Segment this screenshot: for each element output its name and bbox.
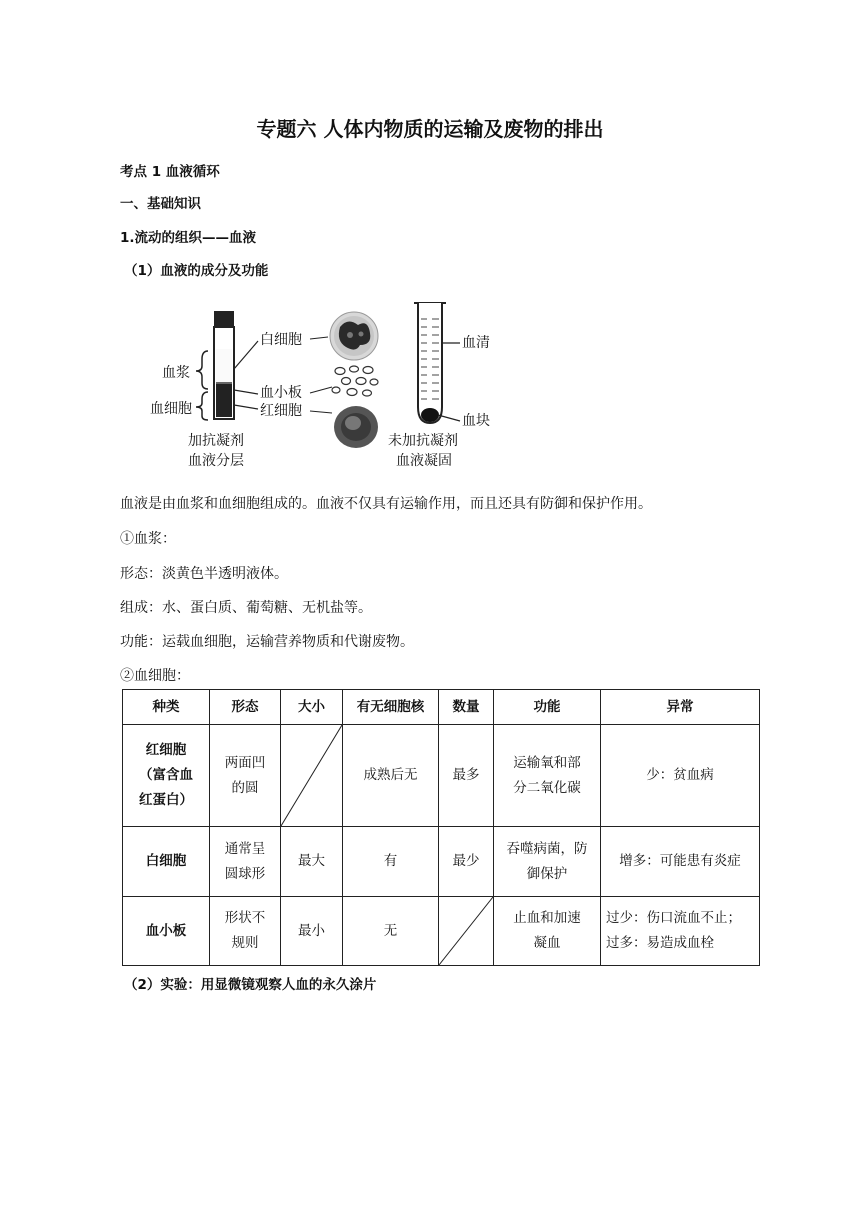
serum-label: 血清 [462,335,490,351]
platelet-count-empty [439,897,494,966]
table-row [123,725,760,827]
header-count: 数量 [439,690,494,725]
header-shape: 形态 [210,690,281,725]
wbc-type: 白细胞 [123,827,210,897]
blood-cells-table [122,689,760,966]
rbc-shape: 两面凹 的圆 [210,725,281,827]
header-type: 种类 [123,690,210,725]
plasma-heading: ①血浆： [120,531,176,547]
header-abnormal: 异常 [601,690,760,725]
wbc-count: 最少 [439,827,494,897]
rbc-type: 红细胞 （富含血 红蛋白） [123,725,210,827]
header-size: 大小 [281,690,343,725]
page-title: 专题六 人体内物质的运输及废物的排出 [256,117,604,141]
left-caption-line2: 血液分层 [188,453,244,469]
plasma-composition: 组成：水、蛋白质、葡萄糖、无机盐等。 [120,600,372,616]
platelet-label: 血小板 [260,385,302,401]
plasma-function: 功能：运载血细胞，运输营养物质和代谢废物。 [120,634,414,650]
blood-cells-label: 血细胞 [150,401,192,417]
platelet-abnormal: 过少：伤口流血不止； 过多：易造成血栓 [601,897,760,966]
rbc-nucleus: 成熟后无 [343,725,439,827]
platelets-image [332,366,378,396]
wbc-abnormal: 增多：可能患有炎症 [601,827,760,897]
blood-composition-figure [150,289,530,475]
right-caption-line1: 未加抗凝剂 [388,433,458,449]
wbc-nucleus: 有 [343,827,439,897]
platelet-shape: 形状不 规则 [210,897,281,966]
anticoagulant-test-tube [214,311,234,419]
white-blood-cell-image [330,312,378,360]
platelet-function: 止血和加速 凝血 [494,897,601,966]
wbc-shape: 通常呈 圆球形 [210,827,281,897]
right-caption-line2: 血液凝固 [396,453,452,469]
table-header-row [123,690,760,725]
platelet-nucleus: 无 [343,897,439,966]
rbc-count: 最多 [439,725,494,827]
subsection-heading: 一、基础知识 [120,196,201,212]
header-function: 功能 [494,690,601,725]
plasma-label: 血浆 [162,365,190,381]
clot-label: 血块 [462,413,490,429]
topic-heading: 1.流动的组织——血液 [120,230,257,246]
blood-intro-text: 血液是由血浆和血细胞组成的。血液不仅具有运输作用，而且还具有防御和保护作用。 [120,496,652,512]
red-cell-label: 红细胞 [260,403,302,419]
table-row [123,827,760,897]
experiment-heading: （2）实验：用显微镜观察人血的永久涂片 [124,977,377,993]
plasma-form: 形态：淡黄色半透明液体。 [120,566,288,582]
rbc-function: 运输氧和部 分二氧化碳 [494,725,601,827]
clotted-test-tube [414,303,446,423]
table-row [123,897,760,966]
rbc-size-empty [281,725,343,827]
platelet-size: 最小 [281,897,343,966]
wbc-size: 最大 [281,827,343,897]
white-cell-label: 白细胞 [260,332,302,348]
blood-cells-heading: ②血细胞： [120,668,190,684]
header-nucleus: 有无细胞核 [343,690,439,725]
rbc-abnormal: 少：贫血病 [601,725,760,827]
section-heading: 考点 1 血液循环 [120,164,220,180]
red-blood-cell-image [334,406,378,448]
platelet-type: 血小板 [123,897,210,966]
subtopic-heading: （1）血液的成分及功能 [124,263,269,279]
left-caption-line1: 加抗凝剂 [188,433,244,449]
wbc-function: 吞噬病菌，防 御保护 [494,827,601,897]
